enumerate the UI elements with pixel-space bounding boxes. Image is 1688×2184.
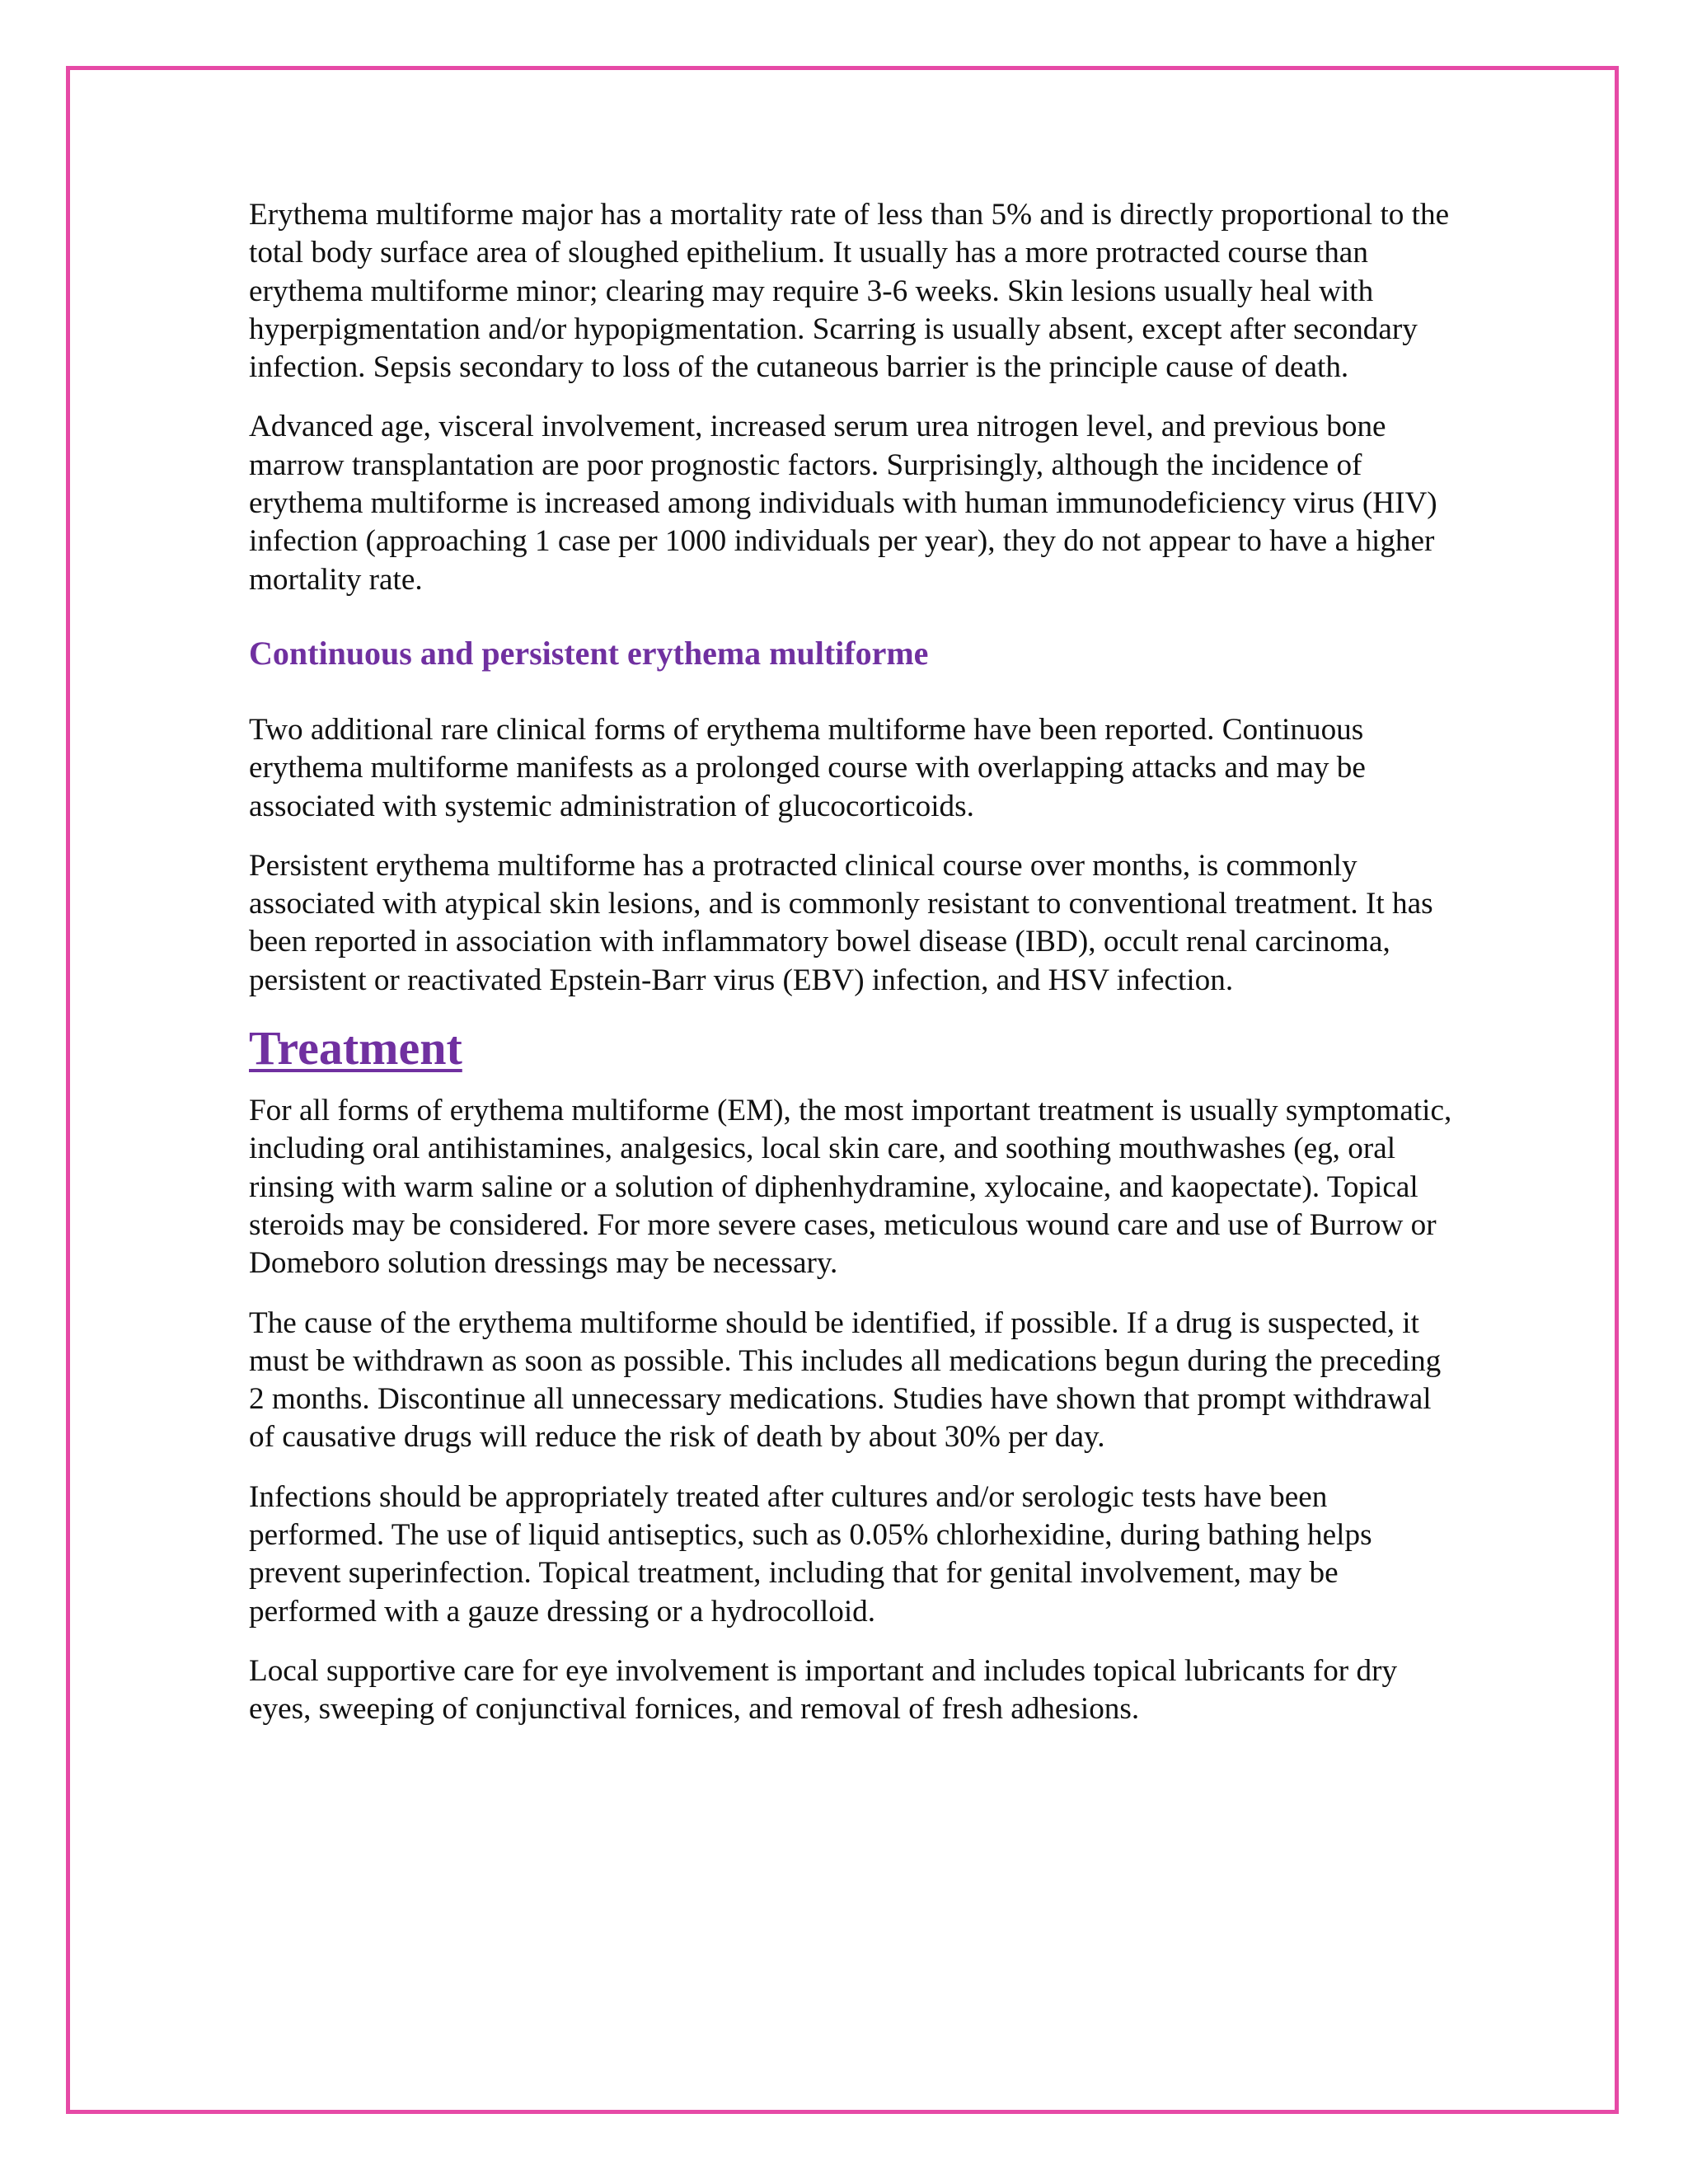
paragraph-eye-care: Local supportive care for eye involvement is important and includes topical lubricants for dry eyes, sweeping of conjunctival fornices, and removal of fresh adhesions. <box>249 1653 1398 1727</box>
paragraph-mortality: Erythema multiforme major has a mortality rate of less than 5% and is directly proportional to the total body surface area of sloughed epithelium. It usually has a more protracted course than erythema multiforme minor; clearing may require 3-6 weeks. Skin lesions usually heal with hyperpigmentation and/or hypopigmentation. Scarring is usually absent, except after secondary infection. Sepsis secondary to loss of the cutaneous barrier is the principle cause of death. <box>249 198 1450 385</box>
paragraph-infections: Infections should be appropriately treated after cultures and/or serologic tests have been performed. The use of liquid antiseptics, such as 0.05% chlorhexidine, during bathing helps prevent superinfection. Topical treatment, including that for genital involvement, may be performed with a gauze dressing or a hydrocolloid. <box>249 1479 1372 1629</box>
section-subheading: Continuous and persistent erythema multiforme <box>249 634 929 672</box>
document-body <box>249 196 1452 1750</box>
treatment-heading: Treatment <box>249 1021 462 1076</box>
paragraph-prognostic-factors: Advanced age, visceral involvement, increased serum urea nitrogen level, and previous bone marrow transplantation are poor prognostic factors. Surprisingly, although the incidence of erythema multiforme is increased among individuals with human immunodeficiency virus (HIV) infection (approaching 1 case per 1000 individuals per year), they do not appear to have a higher mortality rate. <box>249 410 1437 597</box>
paragraph-symptomatic-treatment: For all forms of erythema multiforme (EM), the most important treatment is usually symptomatic, including oral antihistamines, analgesics, local skin care, and soothing mouthwashes (eg, oral rinsing with warm saline or a solution of diphenhydramine, xylocaine, and kaopectate). Topical steroids may be considered. For more severe cases, meticulous wound care and use of Burrow or Domeboro solution dressings may be necessary. <box>249 1094 1452 1281</box>
paragraph-drug-withdrawal: The cause of the erythema multiforme should be identified, if possible. If a drug is suspected, it must be withdrawn as soon as possible. This includes all medications begun during the preceding 2 months. Discontinue all unnecessary medications. Studies have shown that prompt withdrawal of causative drugs will reduce the risk of death by about 30% per day. <box>249 1305 1442 1455</box>
paragraph-persistent-em: Persistent erythema multiforme has a protracted clinical course over months, is commonly associated with atypical skin lesions, and is commonly resistant to conventional treatment. It has been reported in association with inflammatory bowel disease (IBD), occult renal carcinoma, persistent or reactivated Epstein-Barr virus (EBV) infection, and HSV infection. <box>249 848 1433 997</box>
paragraph-continuous-em: Two additional rare clinical forms of erythema multiforme have been reported. Continuous erythema multiforme manifests as a prolonged course with overlapping attacks and may be associated with systemic administration of glucocorticoids. <box>249 712 1366 823</box>
